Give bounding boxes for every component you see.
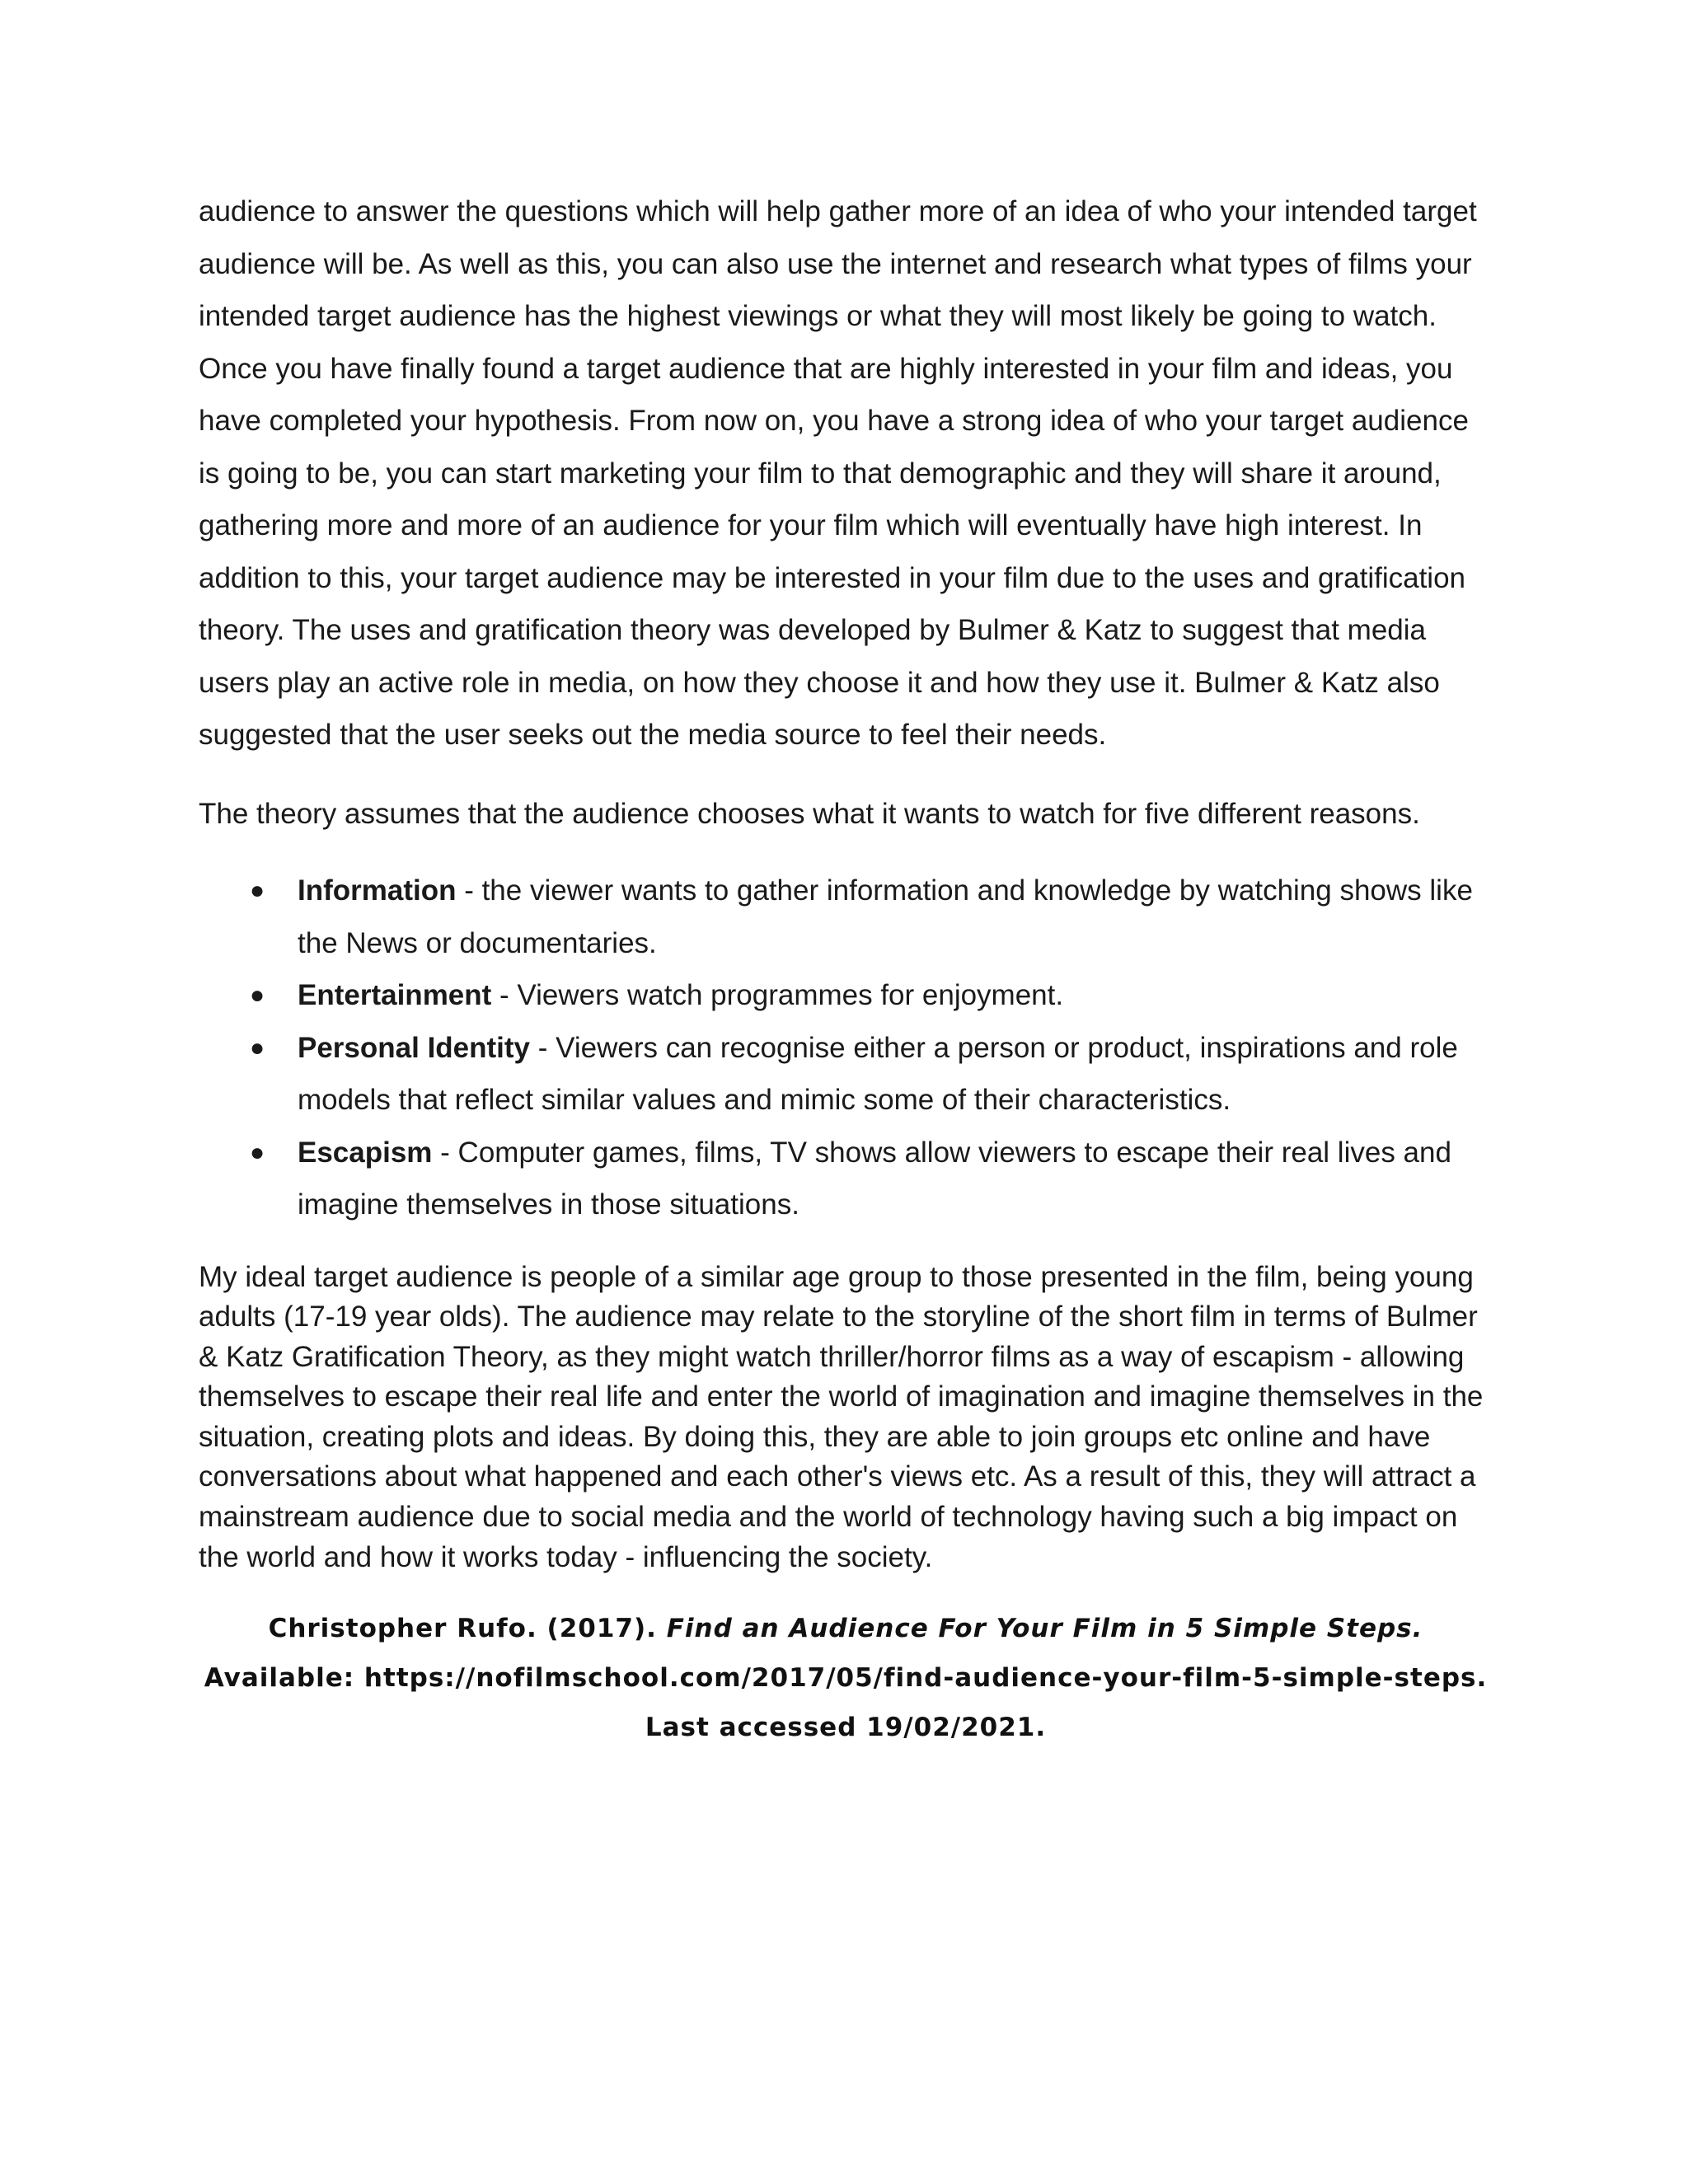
- list-item-text: - Computer games, films, TV shows allow viewers to escape their real lives and imagine themselves in those situations.: [298, 1136, 1451, 1221]
- reasons-list: [199, 865, 1493, 1231]
- list-item-term: Information: [298, 874, 457, 907]
- bullet-icon: ●: [250, 1138, 265, 1166]
- list-item-personal-identity: [199, 1022, 1493, 1127]
- list-item-entertainment: [199, 969, 1493, 1022]
- bullet-icon: ●: [250, 877, 265, 904]
- list-item-text: - the viewer wants to gather information and knowledge by watching shows like the News or documentaries.: [298, 874, 1473, 959]
- list-item-term: Escapism: [298, 1136, 433, 1169]
- page-content: [199, 185, 1493, 1752]
- bullet-icon: ●: [250, 1033, 265, 1062]
- reference-availability: Available: https://nofilmschool.com/2017/05/find-audience-your-film-5-simple-steps. Last accessed 19/02/2021.: [204, 1663, 1488, 1743]
- list-item-escapism: [199, 1127, 1493, 1231]
- body-paragraph-1: audience to answer the questions which will help gather more of an idea of who your intended target audience will be. As well as this, you can also use the internet and research what types of films your intended target audience has the highest viewings or what they will most likely be going to watch. Once you have finally found a target audience that are highly interested in your film and ideas, you have completed your hypothesis. From now on, you have a strong idea of who your target audience is going to be, you can start marketing your film to that demographic and they will share it around, gathering more and more of an audience for your film which will eventually have high interest. In addition to this, your target audience may be interested in your film due to the uses and gratification theory. The uses and gratification theory was developed by Bulmer & Katz to suggest that media users play an active role in media, on how they choose it and how they use it. Bulmer & Katz also suggested that the user seeks out the media source to feel their needs.: [199, 195, 1477, 751]
- list-item-information: [199, 865, 1493, 969]
- reference-citation: [199, 1604, 1493, 1752]
- list-item-text: - Viewers can recognise either a person or product, inspirations and role models that reflect similar values and mimic some of their characteristics.: [298, 1031, 1458, 1116]
- list-item-text: - Viewers watch programmes for enjoyment.: [491, 979, 1064, 1011]
- body-paragraph-2: The theory assumes that the audience chooses what it wants to watch for five different reasons.: [199, 797, 1420, 830]
- body-paragraph-3: My ideal target audience is people of a similar age group to those presented in the film, being young adults (17-19 year olds). The audience may relate to the storyline of the short film in terms of Bulmer & Katz Gratification Theory, as they might watch thriller/horror films as a way of escapism - allowing themselves to escape their real life and enter the world of imagination and imagine themselves in the situation, creating plots and ideas. By doing this, they are able to join groups etc online and have conversations about what happened and each other's views etc. As a result of this, they will attract a mainstream audience due to social media and the world of technology having such a big impact on the world and how it works today - influencing the society.: [199, 1260, 1484, 1573]
- reference-author: Christopher Rufo. (2017).: [268, 1614, 667, 1644]
- reference-title: Find an Audience For Your Film in 5 Simple Steps.: [666, 1614, 1423, 1644]
- list-item-term: Personal Identity: [298, 1031, 531, 1064]
- bullet-icon: ●: [250, 982, 265, 1009]
- list-item-term: Entertainment: [298, 979, 492, 1011]
